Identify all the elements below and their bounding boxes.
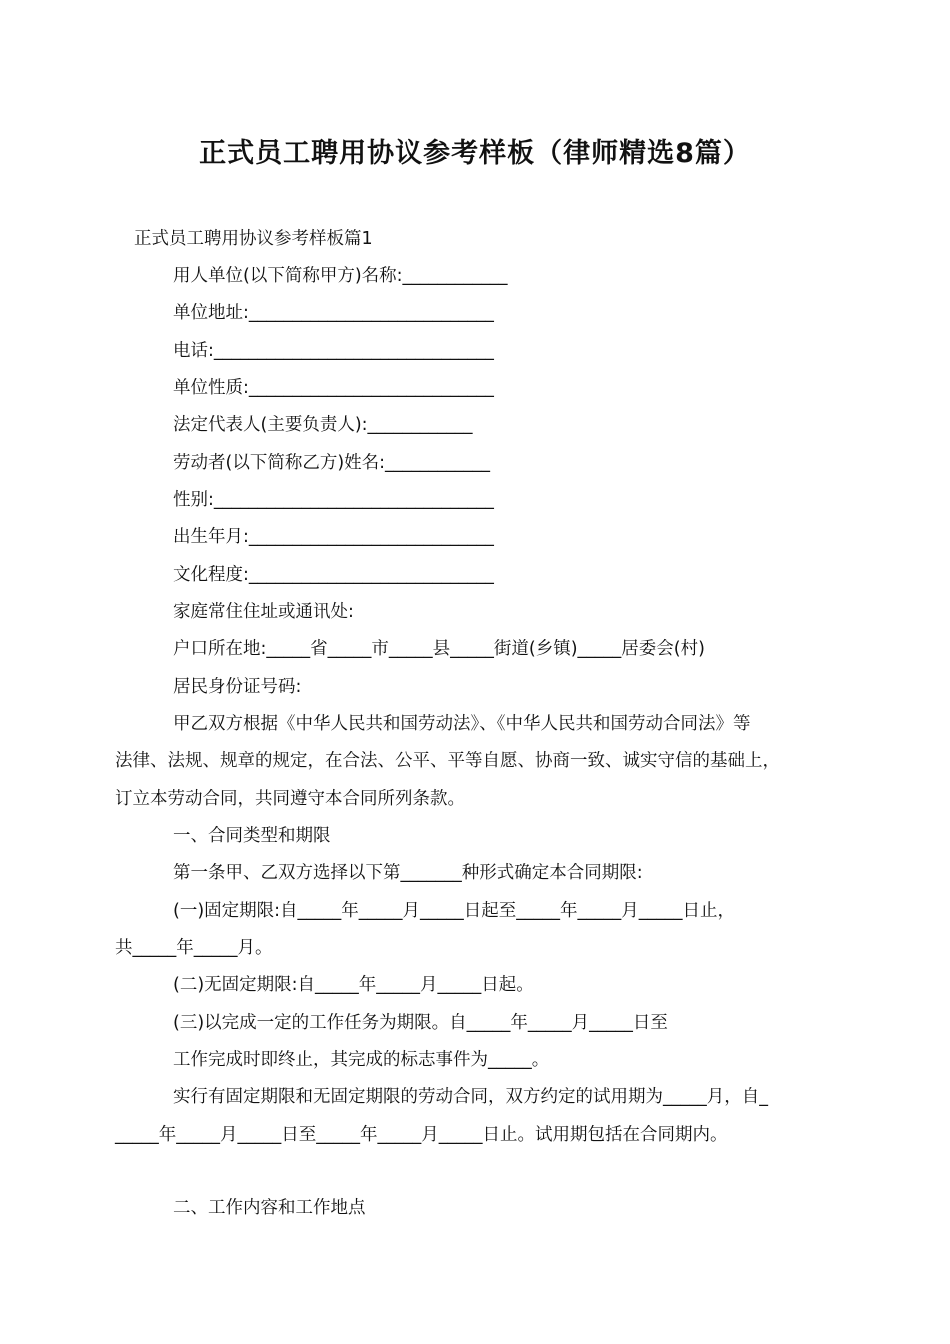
section-one-heading: 一、合同类型和期限: [173, 826, 331, 846]
education-line: 文化程度:____________________________: [173, 565, 494, 585]
phone-line: 电话:________________________________: [173, 341, 494, 361]
article-one-line: 第一条甲、乙双方选择以下第_______种形式确定本合同期限:: [173, 863, 643, 883]
task-completion-line: 工作完成时即终止，其完成的标志事件为_____。: [173, 1050, 550, 1070]
home-address-line: 家庭常住住址或通讯处:: [173, 602, 354, 622]
employer-name-line: 用人单位(以下简称甲方)名称:____________: [173, 266, 508, 286]
gender-line: 性别:________________________________: [173, 490, 494, 510]
employer-type-line: 单位性质:____________________________: [173, 378, 494, 398]
preamble-line-3: 订立本劳动合同，共同遵守本合同所列条款。: [115, 789, 465, 809]
fixed-term-total-line: 共_____年_____月。: [115, 938, 273, 958]
employer-address-line: 单位地址:____________________________: [173, 303, 494, 323]
preamble-line-2: 法律、法规、规章的规定，在合法、公平、平等自愿、协商一致、诚实守信的基础上，: [115, 751, 780, 771]
task-term-line: (三)以完成一定的工作任务为期限。自_____年_____月_____日至: [173, 1013, 668, 1033]
probation-line-1: 实行有固定期限和无固定期限的劳动合同，双方约定的试用期为_____月，自_: [173, 1087, 768, 1107]
open-term-line: (二)无固定期限:自_____年_____月_____日起。: [173, 975, 534, 995]
employee-name-line: 劳动者(以下简称乙方)姓名:____________: [173, 453, 491, 473]
section-heading: 正式员工聘用协议参考样板篇1: [134, 229, 373, 249]
probation-line-2: _____年_____月_____日至_____年_____月_____日止。试用期包括在合同期内。: [115, 1125, 728, 1145]
legal-representative-line: 法定代表人(主要负责人):____________: [173, 415, 473, 435]
section-two-heading: 二、工作内容和工作地点: [173, 1198, 366, 1218]
household-registration-line: 户口所在地:_____省_____市_____县_____街道(乡镇)_____居委会(村): [173, 639, 705, 659]
document-title: 正式员工聘用协议参考样板（律师精选8篇）: [199, 138, 751, 169]
id-number-line: 居民身份证号码:: [173, 677, 302, 697]
preamble-line-1: 甲乙双方根据《中华人民共和国劳动法》、《中华人民共和国劳动合同法》等: [173, 714, 751, 734]
fixed-term-line: (一)固定期限:自_____年_____月_____日起至_____年_____月_____日止，: [173, 901, 736, 921]
birth-date-line: 出生年月:____________________________: [173, 527, 494, 547]
